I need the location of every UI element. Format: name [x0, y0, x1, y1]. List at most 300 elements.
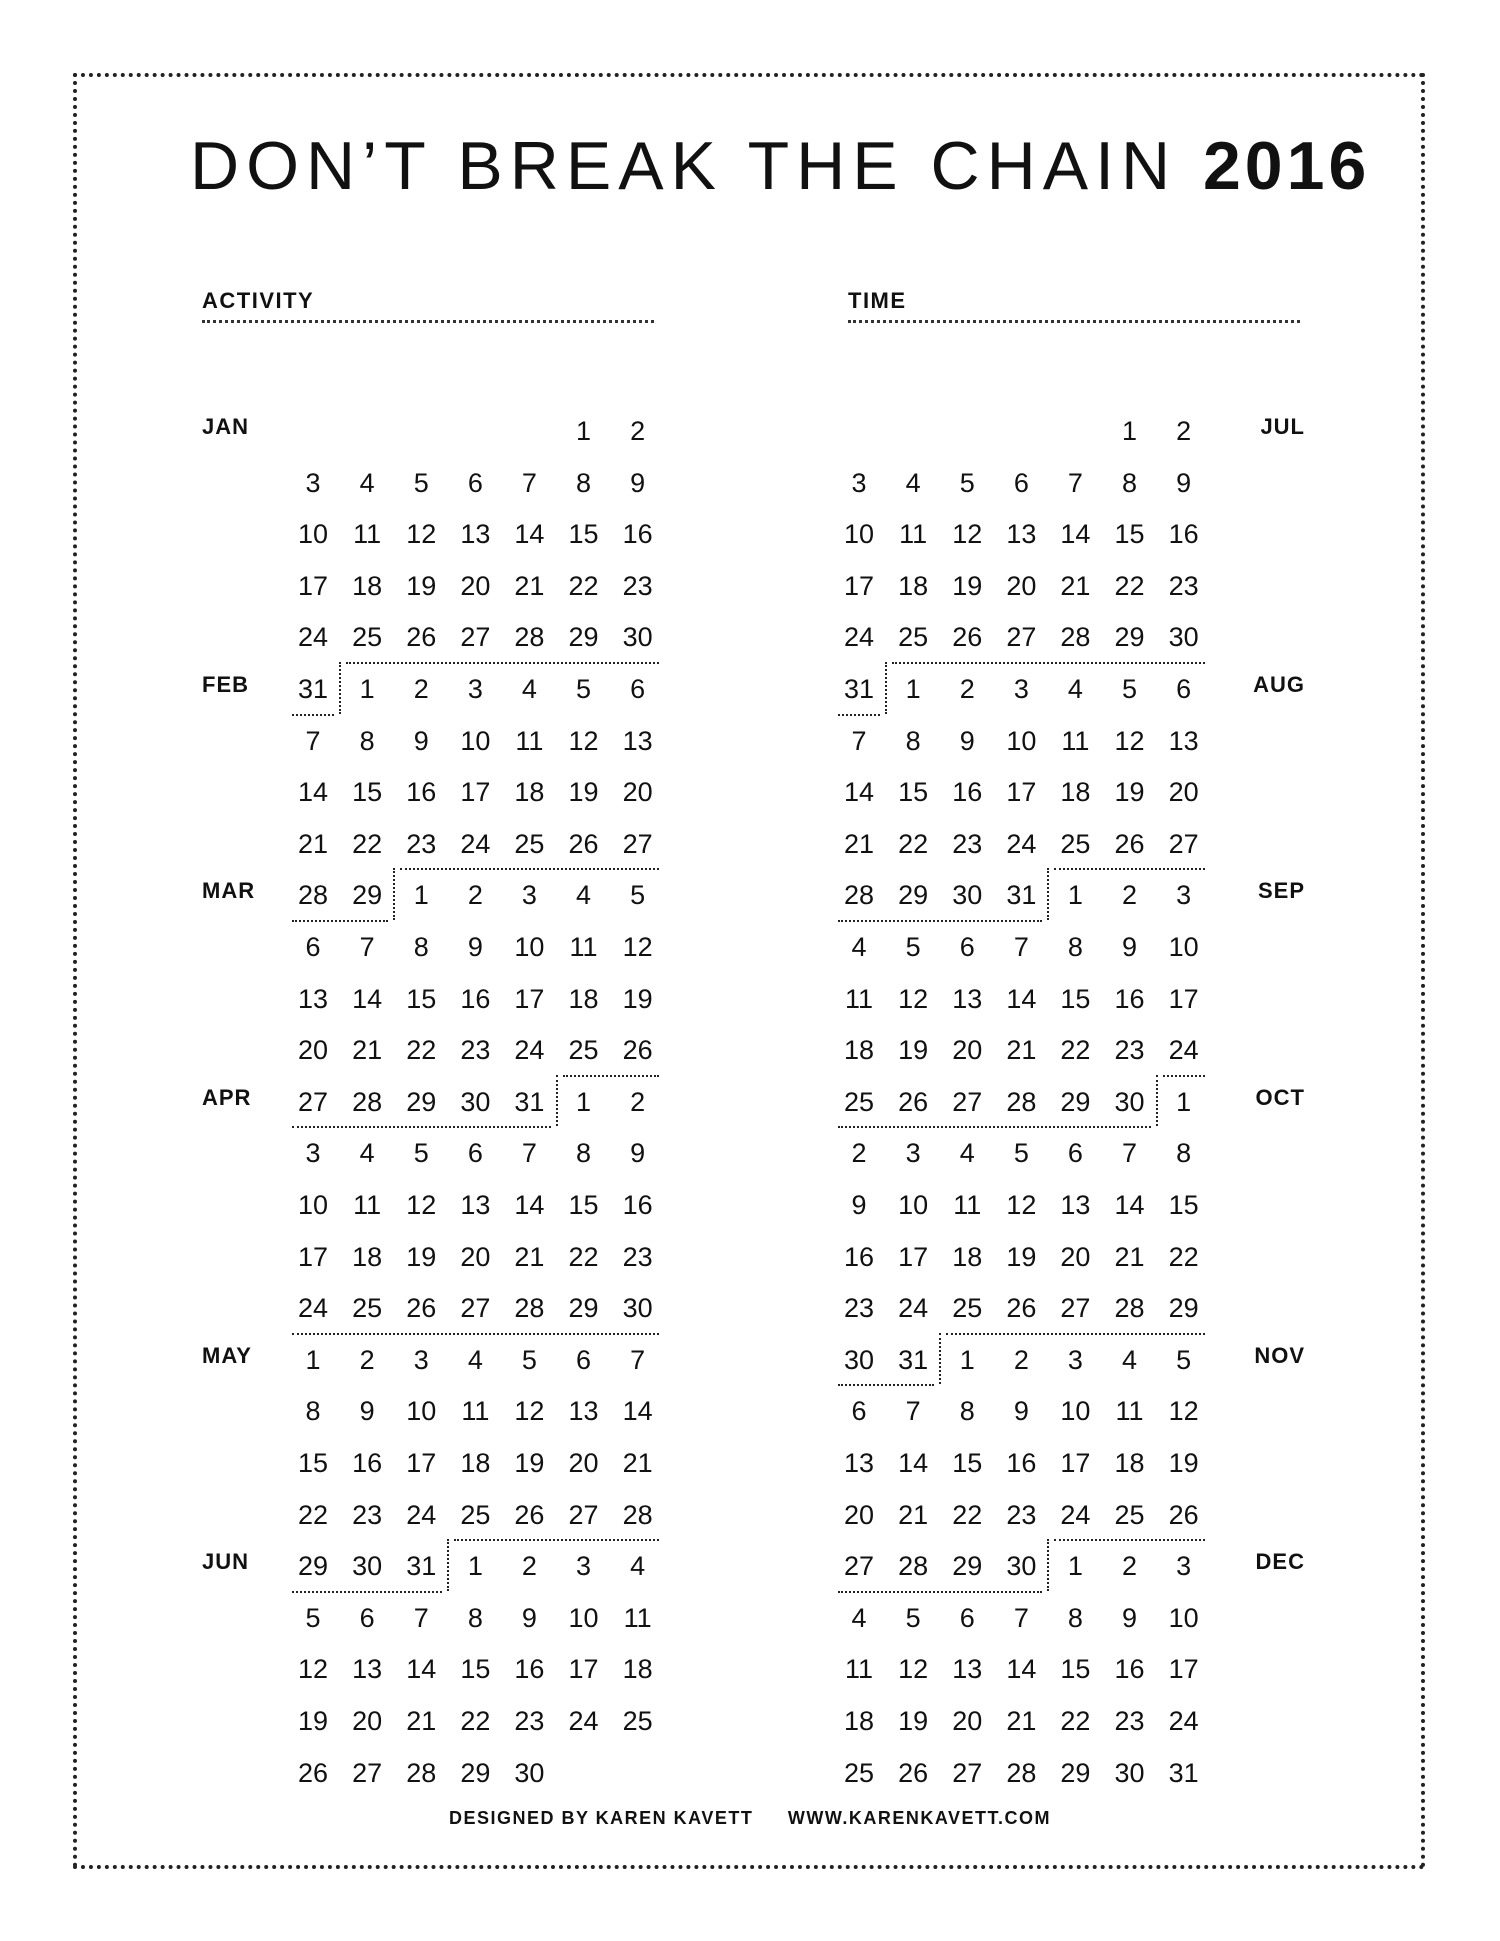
day-jun-16[interactable]: 16 — [514, 1654, 545, 1685]
day-may-12[interactable]: 12 — [514, 1396, 545, 1427]
day-apr-10[interactable]: 10 — [298, 1190, 329, 1220]
day-mar-20[interactable]: 20 — [298, 1035, 329, 1066]
day-nov-22[interactable]: 22 — [952, 1499, 983, 1530]
day-nov-21[interactable]: 21 — [898, 1499, 929, 1530]
day-sep-16[interactable]: 16 — [1114, 983, 1145, 1014]
day-sep-24[interactable]: 24 — [1168, 1035, 1199, 1066]
day-sep-14[interactable]: 14 — [1006, 983, 1037, 1014]
day-aug-10[interactable]: 10 — [1006, 725, 1037, 756]
day-aug-13[interactable]: 13 — [1168, 725, 1199, 756]
day-oct-13[interactable]: 13 — [1060, 1190, 1091, 1220]
day-jan-20[interactable]: 20 — [460, 570, 491, 601]
day-dec-23[interactable]: 23 — [1114, 1706, 1145, 1736]
day-jun-5[interactable]: 5 — [305, 1602, 321, 1633]
day-feb-1[interactable]: 1 — [359, 674, 375, 704]
day-jun-19[interactable]: 19 — [298, 1706, 329, 1736]
day-sep-10[interactable]: 10 — [1168, 932, 1199, 962]
day-nov-7[interactable]: 7 — [905, 1396, 921, 1427]
day-apr-18[interactable]: 18 — [352, 1241, 383, 1272]
day-sep-19[interactable]: 19 — [898, 1035, 929, 1066]
day-oct-24[interactable]: 24 — [898, 1293, 929, 1324]
day-sep-21[interactable]: 21 — [1006, 1035, 1037, 1066]
day-jun-14[interactable]: 14 — [406, 1654, 437, 1685]
day-aug-24[interactable]: 24 — [1006, 828, 1037, 859]
day-feb-20[interactable]: 20 — [622, 777, 653, 808]
day-dec-26[interactable]: 26 — [898, 1757, 929, 1788]
day-nov-4[interactable]: 4 — [1122, 1344, 1138, 1375]
day-sep-30[interactable]: 30 — [1114, 1086, 1145, 1117]
day-oct-19[interactable]: 19 — [1006, 1241, 1037, 1272]
day-oct-25[interactable]: 25 — [952, 1293, 983, 1324]
day-jul-27[interactable]: 27 — [1006, 622, 1037, 653]
day-mar-2[interactable]: 2 — [467, 880, 483, 911]
day-jan-13[interactable]: 13 — [460, 519, 491, 550]
day-apr-11[interactable]: 11 — [353, 1190, 382, 1220]
day-jan-21[interactable]: 21 — [514, 570, 545, 601]
day-jun-24[interactable]: 24 — [568, 1706, 599, 1736]
day-feb-21[interactable]: 21 — [298, 828, 329, 859]
day-sep-25[interactable]: 25 — [844, 1086, 875, 1117]
day-dec-7[interactable]: 7 — [1013, 1602, 1029, 1633]
day-dec-30[interactable]: 30 — [1114, 1757, 1145, 1788]
day-feb-11[interactable]: 11 — [515, 725, 544, 756]
day-jul-13[interactable]: 13 — [1006, 519, 1037, 550]
day-may-6[interactable]: 6 — [576, 1344, 592, 1375]
day-aug-1[interactable]: 1 — [905, 674, 921, 704]
day-dec-3[interactable]: 3 — [1176, 1551, 1192, 1582]
day-may-2[interactable]: 2 — [359, 1344, 375, 1375]
day-aug-25[interactable]: 25 — [1060, 828, 1091, 859]
day-sep-1[interactable]: 1 — [1067, 880, 1083, 911]
day-mar-25[interactable]: 25 — [568, 1035, 599, 1066]
day-may-23[interactable]: 23 — [352, 1499, 383, 1530]
day-oct-10[interactable]: 10 — [898, 1190, 929, 1220]
day-jul-24[interactable]: 24 — [844, 622, 875, 653]
day-jun-12[interactable]: 12 — [298, 1654, 329, 1685]
day-feb-16[interactable]: 16 — [406, 777, 437, 808]
day-jun-3[interactable]: 3 — [576, 1551, 592, 1582]
day-mar-30[interactable]: 30 — [460, 1086, 491, 1117]
day-oct-15[interactable]: 15 — [1168, 1190, 1199, 1220]
day-aug-6[interactable]: 6 — [1176, 674, 1192, 704]
day-dec-24[interactable]: 24 — [1168, 1706, 1199, 1736]
day-feb-6[interactable]: 6 — [630, 674, 646, 704]
day-mar-18[interactable]: 18 — [568, 983, 599, 1014]
day-dec-12[interactable]: 12 — [898, 1654, 929, 1685]
day-jun-17[interactable]: 17 — [568, 1654, 599, 1685]
day-sep-17[interactable]: 17 — [1168, 983, 1199, 1014]
day-apr-2[interactable]: 2 — [630, 1086, 646, 1117]
day-may-13[interactable]: 13 — [568, 1396, 599, 1427]
day-apr-13[interactable]: 13 — [460, 1190, 491, 1220]
day-jan-23[interactable]: 23 — [622, 570, 653, 601]
day-oct-21[interactable]: 21 — [1114, 1241, 1145, 1272]
day-jan-17[interactable]: 17 — [298, 570, 329, 601]
day-nov-23[interactable]: 23 — [1006, 1499, 1037, 1530]
day-apr-4[interactable]: 4 — [359, 1138, 375, 1169]
day-nov-10[interactable]: 10 — [1060, 1396, 1091, 1427]
day-jul-22[interactable]: 22 — [1114, 570, 1145, 601]
day-jun-28[interactable]: 28 — [406, 1757, 437, 1788]
day-apr-24[interactable]: 24 — [298, 1293, 329, 1324]
day-feb-8[interactable]: 8 — [359, 725, 375, 756]
day-dec-28[interactable]: 28 — [1006, 1757, 1037, 1788]
day-jul-6[interactable]: 6 — [1013, 467, 1029, 498]
day-apr-17[interactable]: 17 — [298, 1241, 329, 1272]
day-feb-9[interactable]: 9 — [413, 725, 429, 756]
day-nov-17[interactable]: 17 — [1060, 1448, 1091, 1478]
day-sep-20[interactable]: 20 — [952, 1035, 983, 1066]
day-oct-3[interactable]: 3 — [905, 1138, 921, 1169]
day-sep-13[interactable]: 13 — [952, 983, 983, 1014]
day-oct-20[interactable]: 20 — [1060, 1241, 1091, 1272]
day-may-27[interactable]: 27 — [568, 1499, 599, 1530]
day-aug-14[interactable]: 14 — [844, 777, 875, 808]
day-sep-8[interactable]: 8 — [1067, 932, 1083, 962]
day-nov-28[interactable]: 28 — [898, 1551, 929, 1582]
day-jun-29[interactable]: 29 — [460, 1757, 491, 1788]
day-sep-2[interactable]: 2 — [1122, 880, 1138, 911]
day-dec-17[interactable]: 17 — [1168, 1654, 1199, 1685]
day-oct-7[interactable]: 7 — [1122, 1138, 1138, 1169]
day-jul-26[interactable]: 26 — [952, 622, 983, 653]
day-jun-21[interactable]: 21 — [406, 1706, 437, 1736]
day-may-26[interactable]: 26 — [514, 1499, 545, 1530]
day-apr-28[interactable]: 28 — [514, 1293, 545, 1324]
day-mar-10[interactable]: 10 — [514, 932, 545, 962]
day-apr-5[interactable]: 5 — [413, 1138, 429, 1169]
activity-field[interactable] — [202, 320, 654, 323]
time-field[interactable] — [848, 320, 1300, 323]
footer-website[interactable]: WWW.KARENKAVETT.COM — [787, 1808, 1052, 1828]
day-jul-21[interactable]: 21 — [1060, 570, 1091, 601]
day-feb-13[interactable]: 13 — [622, 725, 653, 756]
day-may-16[interactable]: 16 — [352, 1448, 383, 1478]
day-jan-10[interactable]: 10 — [298, 519, 329, 550]
day-nov-16[interactable]: 16 — [1006, 1448, 1037, 1478]
day-apr-15[interactable]: 15 — [568, 1190, 599, 1220]
day-jul-15[interactable]: 15 — [1114, 519, 1145, 550]
day-jan-27[interactable]: 27 — [460, 622, 491, 653]
day-aug-19[interactable]: 19 — [1114, 777, 1145, 808]
day-aug-8[interactable]: 8 — [905, 725, 921, 756]
day-dec-5[interactable]: 5 — [905, 1602, 921, 1633]
day-feb-25[interactable]: 25 — [514, 828, 545, 859]
day-nov-15[interactable]: 15 — [952, 1448, 983, 1478]
day-oct-5[interactable]: 5 — [1013, 1138, 1029, 1169]
day-sep-22[interactable]: 22 — [1060, 1035, 1091, 1066]
day-apr-20[interactable]: 20 — [460, 1241, 491, 1272]
day-oct-22[interactable]: 22 — [1168, 1241, 1199, 1272]
day-aug-16[interactable]: 16 — [952, 777, 983, 808]
day-oct-2[interactable]: 2 — [851, 1138, 867, 1169]
day-sep-26[interactable]: 26 — [898, 1086, 929, 1117]
day-jul-14[interactable]: 14 — [1060, 519, 1091, 550]
day-apr-29[interactable]: 29 — [568, 1293, 599, 1324]
day-dec-22[interactable]: 22 — [1060, 1706, 1091, 1736]
day-apr-16[interactable]: 16 — [622, 1190, 653, 1220]
day-nov-30[interactable]: 30 — [1006, 1551, 1037, 1582]
day-may-29[interactable]: 29 — [298, 1551, 329, 1582]
day-aug-2[interactable]: 2 — [959, 674, 975, 704]
day-may-1[interactable]: 1 — [305, 1344, 321, 1375]
day-jun-18[interactable]: 18 — [622, 1654, 653, 1685]
day-jan-4[interactable]: 4 — [359, 467, 375, 498]
day-feb-23[interactable]: 23 — [406, 828, 437, 859]
day-feb-27[interactable]: 27 — [622, 828, 653, 859]
day-jan-15[interactable]: 15 — [568, 519, 599, 550]
day-feb-29[interactable]: 29 — [352, 880, 383, 911]
day-nov-19[interactable]: 19 — [1168, 1448, 1199, 1478]
day-nov-13[interactable]: 13 — [844, 1448, 875, 1478]
day-may-31[interactable]: 31 — [406, 1551, 437, 1582]
day-jul-1[interactable]: 1 — [1122, 416, 1138, 446]
day-nov-11[interactable]: 11 — [1115, 1396, 1144, 1427]
day-mar-13[interactable]: 13 — [298, 983, 329, 1014]
day-dec-10[interactable]: 10 — [1168, 1602, 1199, 1633]
day-jul-3[interactable]: 3 — [851, 467, 867, 498]
day-oct-1[interactable]: 1 — [1176, 1086, 1192, 1117]
day-jan-9[interactable]: 9 — [630, 467, 646, 498]
day-aug-15[interactable]: 15 — [898, 777, 929, 808]
day-dec-18[interactable]: 18 — [844, 1706, 875, 1736]
day-jun-23[interactable]: 23 — [514, 1706, 545, 1736]
day-jul-8[interactable]: 8 — [1122, 467, 1138, 498]
day-mar-3[interactable]: 3 — [521, 880, 537, 911]
day-may-8[interactable]: 8 — [305, 1396, 321, 1427]
day-aug-30[interactable]: 30 — [952, 880, 983, 911]
day-may-24[interactable]: 24 — [406, 1499, 437, 1530]
day-sep-6[interactable]: 6 — [959, 932, 975, 962]
day-jun-6[interactable]: 6 — [359, 1602, 375, 1633]
day-may-9[interactable]: 9 — [359, 1396, 375, 1427]
day-jun-30[interactable]: 30 — [514, 1757, 545, 1788]
day-jun-10[interactable]: 10 — [568, 1602, 599, 1633]
day-jan-28[interactable]: 28 — [514, 622, 545, 653]
day-sep-23[interactable]: 23 — [1114, 1035, 1145, 1066]
day-aug-5[interactable]: 5 — [1122, 674, 1138, 704]
day-mar-15[interactable]: 15 — [406, 983, 437, 1014]
day-jan-1[interactable]: 1 — [576, 416, 592, 446]
day-nov-29[interactable]: 29 — [952, 1551, 983, 1582]
day-mar-21[interactable]: 21 — [352, 1035, 383, 1066]
day-apr-26[interactable]: 26 — [406, 1293, 437, 1324]
day-apr-1[interactable]: 1 — [576, 1086, 592, 1117]
day-mar-16[interactable]: 16 — [460, 983, 491, 1014]
day-jan-22[interactable]: 22 — [568, 570, 599, 601]
day-dec-2[interactable]: 2 — [1122, 1551, 1138, 1582]
day-feb-2[interactable]: 2 — [413, 674, 429, 704]
day-dec-1[interactable]: 1 — [1067, 1551, 1083, 1582]
day-feb-19[interactable]: 19 — [568, 777, 599, 808]
day-oct-18[interactable]: 18 — [952, 1241, 983, 1272]
day-aug-23[interactable]: 23 — [952, 828, 983, 859]
day-jan-7[interactable]: 7 — [521, 467, 537, 498]
day-dec-16[interactable]: 16 — [1114, 1654, 1145, 1685]
day-nov-14[interactable]: 14 — [898, 1448, 929, 1478]
day-may-3[interactable]: 3 — [413, 1344, 429, 1375]
day-dec-29[interactable]: 29 — [1060, 1757, 1091, 1788]
day-feb-15[interactable]: 15 — [352, 777, 383, 808]
day-jan-11[interactable]: 11 — [353, 519, 382, 550]
day-mar-7[interactable]: 7 — [359, 932, 375, 962]
day-mar-5[interactable]: 5 — [630, 880, 646, 911]
day-oct-16[interactable]: 16 — [844, 1241, 875, 1272]
day-jun-2[interactable]: 2 — [521, 1551, 537, 1582]
day-sep-3[interactable]: 3 — [1176, 880, 1192, 911]
day-aug-21[interactable]: 21 — [844, 828, 875, 859]
day-aug-28[interactable]: 28 — [844, 880, 875, 911]
day-feb-3[interactable]: 3 — [467, 674, 483, 704]
day-sep-9[interactable]: 9 — [1122, 932, 1138, 962]
day-aug-31[interactable]: 31 — [1006, 880, 1037, 911]
day-jun-26[interactable]: 26 — [298, 1757, 329, 1788]
day-feb-5[interactable]: 5 — [576, 674, 592, 704]
day-apr-30[interactable]: 30 — [622, 1293, 653, 1324]
day-dec-21[interactable]: 21 — [1006, 1706, 1037, 1736]
day-mar-26[interactable]: 26 — [622, 1035, 653, 1066]
day-jan-3[interactable]: 3 — [305, 467, 321, 498]
day-dec-6[interactable]: 6 — [959, 1602, 975, 1633]
day-may-11[interactable]: 11 — [461, 1396, 490, 1427]
day-mar-28[interactable]: 28 — [352, 1086, 383, 1117]
day-jul-5[interactable]: 5 — [959, 467, 975, 498]
day-jun-1[interactable]: 1 — [467, 1551, 483, 1582]
day-sep-27[interactable]: 27 — [952, 1086, 983, 1117]
day-jan-29[interactable]: 29 — [568, 622, 599, 653]
day-jun-20[interactable]: 20 — [352, 1706, 383, 1736]
day-sep-15[interactable]: 15 — [1060, 983, 1091, 1014]
day-dec-14[interactable]: 14 — [1006, 1654, 1037, 1685]
day-jan-5[interactable]: 5 — [413, 467, 429, 498]
day-dec-15[interactable]: 15 — [1060, 1654, 1091, 1685]
day-jul-17[interactable]: 17 — [844, 570, 875, 601]
day-mar-23[interactable]: 23 — [460, 1035, 491, 1066]
day-jun-13[interactable]: 13 — [352, 1654, 383, 1685]
day-dec-9[interactable]: 9 — [1122, 1602, 1138, 1633]
day-oct-28[interactable]: 28 — [1114, 1293, 1145, 1324]
day-sep-7[interactable]: 7 — [1013, 932, 1029, 962]
day-nov-12[interactable]: 12 — [1168, 1396, 1199, 1427]
day-apr-7[interactable]: 7 — [521, 1138, 537, 1169]
day-jan-31[interactable]: 31 — [298, 674, 329, 704]
day-jan-14[interactable]: 14 — [514, 519, 545, 550]
day-oct-11[interactable]: 11 — [953, 1190, 982, 1220]
day-jan-26[interactable]: 26 — [406, 622, 437, 653]
day-oct-9[interactable]: 9 — [851, 1190, 867, 1220]
day-mar-31[interactable]: 31 — [514, 1086, 545, 1117]
day-may-5[interactable]: 5 — [521, 1344, 537, 1375]
day-oct-12[interactable]: 12 — [1006, 1190, 1037, 1220]
day-oct-23[interactable]: 23 — [844, 1293, 875, 1324]
day-jun-25[interactable]: 25 — [622, 1706, 653, 1736]
day-aug-22[interactable]: 22 — [898, 828, 929, 859]
day-jul-19[interactable]: 19 — [952, 570, 983, 601]
day-mar-24[interactable]: 24 — [514, 1035, 545, 1066]
day-jul-29[interactable]: 29 — [1114, 622, 1145, 653]
day-feb-28[interactable]: 28 — [298, 880, 329, 911]
day-nov-2[interactable]: 2 — [1013, 1344, 1029, 1375]
day-mar-12[interactable]: 12 — [622, 932, 653, 962]
day-apr-9[interactable]: 9 — [630, 1138, 646, 1169]
day-nov-3[interactable]: 3 — [1067, 1344, 1083, 1375]
day-apr-21[interactable]: 21 — [514, 1241, 545, 1272]
day-sep-4[interactable]: 4 — [851, 932, 867, 962]
day-jun-9[interactable]: 9 — [521, 1602, 537, 1633]
day-sep-12[interactable]: 12 — [898, 983, 929, 1014]
day-dec-4[interactable]: 4 — [851, 1602, 867, 1633]
day-jul-25[interactable]: 25 — [898, 622, 929, 653]
day-feb-4[interactable]: 4 — [521, 674, 537, 704]
day-may-20[interactable]: 20 — [568, 1448, 599, 1478]
day-mar-14[interactable]: 14 — [352, 983, 383, 1014]
day-jan-2[interactable]: 2 — [630, 416, 646, 446]
day-apr-22[interactable]: 22 — [568, 1241, 599, 1272]
day-jan-16[interactable]: 16 — [622, 519, 653, 550]
day-oct-8[interactable]: 8 — [1176, 1138, 1192, 1169]
day-jun-11[interactable]: 11 — [623, 1602, 652, 1633]
day-nov-20[interactable]: 20 — [844, 1499, 875, 1530]
day-oct-6[interactable]: 6 — [1067, 1138, 1083, 1169]
day-jul-16[interactable]: 16 — [1168, 519, 1199, 550]
day-may-4[interactable]: 4 — [467, 1344, 483, 1375]
day-sep-5[interactable]: 5 — [905, 932, 921, 962]
day-oct-30[interactable]: 30 — [844, 1344, 875, 1375]
day-aug-7[interactable]: 7 — [851, 725, 867, 756]
day-feb-22[interactable]: 22 — [352, 828, 383, 859]
day-oct-26[interactable]: 26 — [1006, 1293, 1037, 1324]
day-nov-1[interactable]: 1 — [959, 1344, 975, 1375]
day-mar-11[interactable]: 11 — [569, 932, 598, 962]
day-apr-8[interactable]: 8 — [576, 1138, 592, 1169]
day-aug-17[interactable]: 17 — [1006, 777, 1037, 808]
day-mar-8[interactable]: 8 — [413, 932, 429, 962]
day-jan-25[interactable]: 25 — [352, 622, 383, 653]
day-apr-14[interactable]: 14 — [514, 1190, 545, 1220]
day-nov-24[interactable]: 24 — [1060, 1499, 1091, 1530]
day-sep-11[interactable]: 11 — [845, 983, 874, 1014]
day-jan-24[interactable]: 24 — [298, 622, 329, 653]
day-dec-20[interactable]: 20 — [952, 1706, 983, 1736]
day-apr-23[interactable]: 23 — [622, 1241, 653, 1272]
day-nov-8[interactable]: 8 — [959, 1396, 975, 1427]
day-dec-8[interactable]: 8 — [1067, 1602, 1083, 1633]
day-may-19[interactable]: 19 — [514, 1448, 545, 1478]
day-jun-22[interactable]: 22 — [460, 1706, 491, 1736]
day-apr-12[interactable]: 12 — [406, 1190, 437, 1220]
day-aug-29[interactable]: 29 — [898, 880, 929, 911]
day-dec-11[interactable]: 11 — [845, 1654, 874, 1685]
day-mar-27[interactable]: 27 — [298, 1086, 329, 1117]
day-nov-9[interactable]: 9 — [1013, 1396, 1029, 1427]
day-may-18[interactable]: 18 — [460, 1448, 491, 1478]
day-may-7[interactable]: 7 — [630, 1344, 646, 1375]
day-may-28[interactable]: 28 — [622, 1499, 653, 1530]
day-aug-12[interactable]: 12 — [1114, 725, 1145, 756]
day-jan-18[interactable]: 18 — [352, 570, 383, 601]
day-aug-26[interactable]: 26 — [1114, 828, 1145, 859]
day-jan-30[interactable]: 30 — [622, 622, 653, 653]
day-feb-7[interactable]: 7 — [305, 725, 321, 756]
day-apr-3[interactable]: 3 — [305, 1138, 321, 1169]
day-may-10[interactable]: 10 — [406, 1396, 437, 1427]
day-aug-27[interactable]: 27 — [1168, 828, 1199, 859]
day-jul-12[interactable]: 12 — [952, 519, 983, 550]
day-oct-4[interactable]: 4 — [959, 1138, 975, 1169]
day-aug-4[interactable]: 4 — [1067, 674, 1083, 704]
day-nov-5[interactable]: 5 — [1176, 1344, 1192, 1375]
day-mar-22[interactable]: 22 — [406, 1035, 437, 1066]
